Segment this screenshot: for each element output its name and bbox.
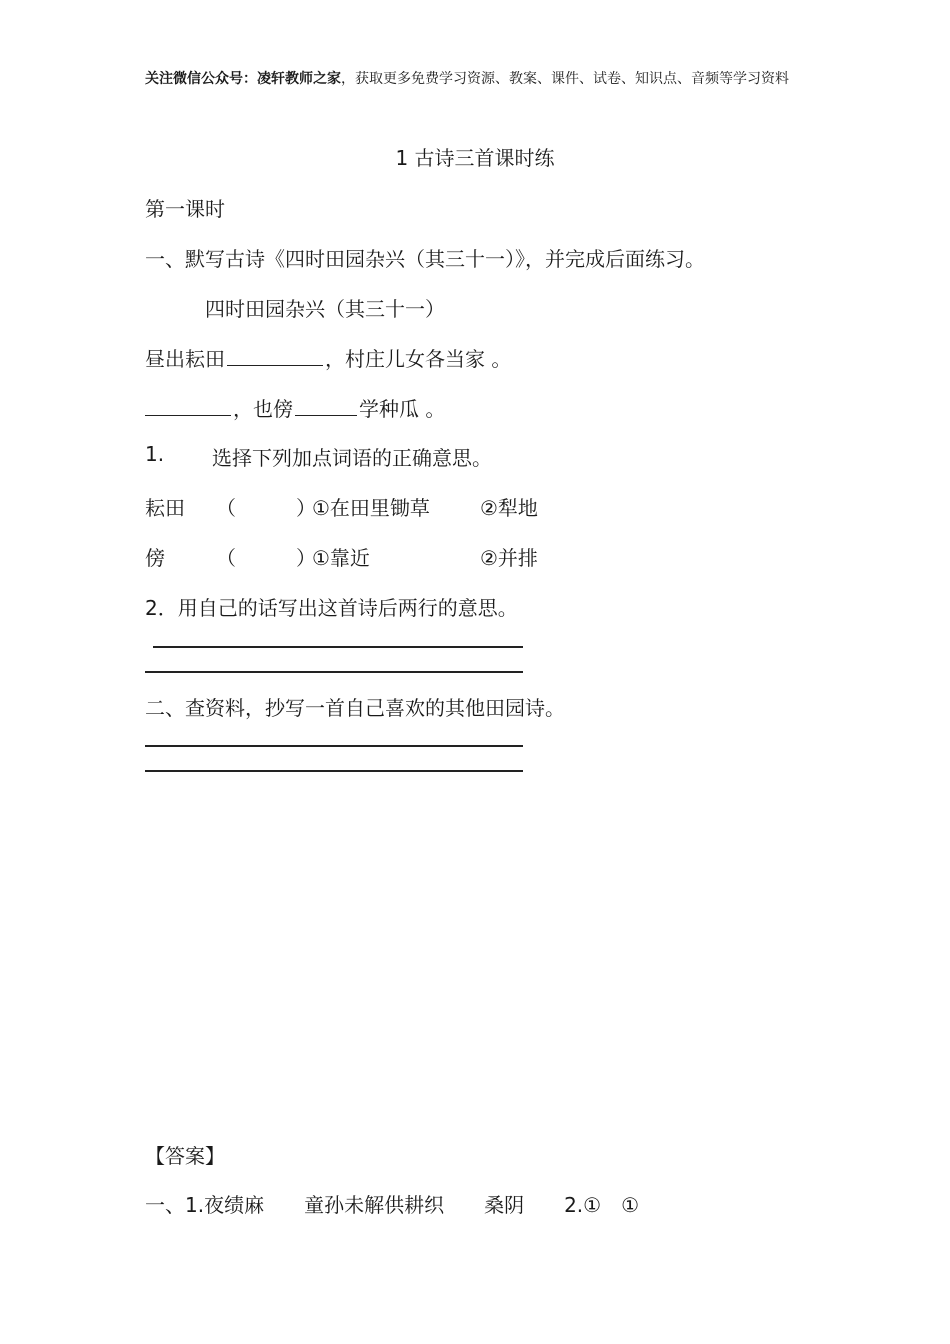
poem-line-1: [145, 343, 511, 372]
question-2: 2．用自己的话写出这首诗后两行的意思。: [145, 596, 518, 620]
fill-blank[interactable]: [145, 393, 231, 416]
answer-line[interactable]: [145, 770, 523, 772]
fill-blank[interactable]: [295, 393, 357, 416]
q1-item-option-2: ②犁地: [480, 496, 538, 520]
q1-item-option-1: ①靠近: [312, 546, 370, 570]
header-note: [145, 70, 815, 88]
question-1-number: 1.: [145, 442, 165, 466]
answer-line[interactable]: [145, 745, 523, 747]
answers-line: 一、1.夜绩麻 童孙未解供耕织 桑阴 2.① ①: [145, 1193, 640, 1217]
section1-heading: 一、默写古诗《四时田园杂兴（其三十一）》，并完成后面练习。: [145, 247, 705, 271]
q1-item-paren[interactable]: （ ）: [216, 496, 316, 520]
question-1: 选择下列加点词语的正确意思。: [212, 446, 492, 470]
poem-title: 四时田园杂兴（其三十一）: [205, 297, 445, 321]
q1-item-word: 傍: [145, 546, 165, 570]
q1-item-word: 耘田: [145, 496, 185, 520]
poem-line-2-mid: ，也傍: [233, 397, 293, 421]
answers-heading: 【答案】: [145, 1144, 225, 1168]
page-title: 1 古诗三首课时练: [395, 146, 555, 170]
q1-item-option-2: ②并排: [480, 546, 538, 570]
fill-blank[interactable]: [227, 343, 323, 366]
header-rest: ，获取更多免费学习资源、教案、课件、试卷、知识点、音频等学习资料: [341, 71, 789, 87]
poem-line-2-end: 学种瓜 。: [359, 397, 446, 421]
header-bold: 关注微信公众号：凌轩教师之家: [145, 71, 341, 87]
poem-line-1-end: ，村庄儿女各当家 。: [325, 347, 512, 371]
lesson-label: 第一课时: [145, 197, 225, 221]
answer-line[interactable]: [145, 671, 523, 673]
section2-heading: 二、查资料，抄写一首自己喜欢的其他田园诗。: [145, 696, 565, 720]
poem-line-1-start: 昼出耘田: [145, 347, 225, 371]
poem-line-2: [145, 393, 445, 422]
q1-item-paren[interactable]: （ ）: [216, 546, 316, 570]
answer-line[interactable]: [153, 646, 523, 648]
q1-item-option-1: ①在田里锄草: [312, 496, 430, 520]
